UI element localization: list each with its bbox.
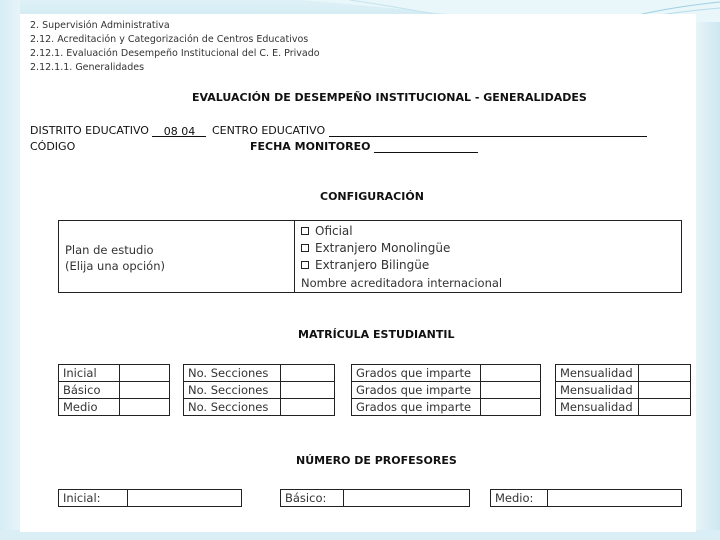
mensualidad-label: Mensualidad [556, 365, 639, 382]
profesores-inicial-input[interactable] [128, 490, 242, 507]
distrito-value: 08 04 [163, 125, 196, 138]
profesores-inicial-label: Inicial: [59, 490, 128, 507]
table-row [59, 490, 242, 507]
distrito-label: DISTRITO EDUCATIVO [30, 124, 149, 137]
table-row [184, 365, 335, 382]
distrito-field[interactable] [152, 125, 206, 137]
matricula-mensualidad-table [555, 364, 691, 416]
centro-field[interactable] [329, 125, 647, 137]
table-row [59, 382, 170, 399]
nivel-basico-input[interactable] [120, 382, 170, 399]
profesores-medio-label: Medio: [491, 490, 548, 507]
secciones-input[interactable] [281, 382, 335, 399]
fecha-label: FECHA MONITOREO [250, 140, 371, 153]
centro-label: CENTRO EDUCATIVO [211, 124, 326, 137]
table-row [352, 365, 541, 382]
matricula-niveles-table [58, 364, 170, 416]
plan-estudio-label: Plan de estudio [65, 243, 154, 257]
secciones-label: No. Secciones [184, 365, 281, 382]
codigo-label: CÓDIGO [30, 140, 76, 153]
table-row [556, 382, 691, 399]
option-monolingue-label: Extranjero Monolingüe [315, 241, 451, 255]
table-row [556, 365, 691, 382]
table-row [556, 399, 691, 416]
mensualidad-input[interactable] [639, 382, 691, 399]
matricula-heading: MATRÍCULA ESTUDIANTIL [298, 328, 455, 341]
table-row [281, 490, 470, 507]
profesores-inicial-table [58, 489, 242, 507]
mensualidad-label: Mensualidad [556, 382, 639, 399]
nivel-inicial-input[interactable] [120, 365, 170, 382]
nivel-inicial-label: Inicial [59, 365, 120, 382]
table-row [184, 399, 335, 416]
header-line-3: 2.12.1. Evaluación Desempeño Institucional del C. E. Privado [30, 48, 320, 59]
checkbox-icon[interactable] [301, 244, 309, 252]
profesores-basico-table [280, 489, 470, 507]
profesores-medio-table [490, 489, 682, 507]
option-extranjero-monolingue[interactable] [301, 241, 450, 255]
option-oficial-label: Oficial [315, 224, 353, 238]
profesores-medio-input[interactable] [548, 490, 682, 507]
header-line-1: 2. Supervisión Administrativa [30, 20, 170, 31]
option-extranjero-bilingue[interactable] [301, 258, 429, 272]
slide-background-right [696, 0, 720, 540]
table-row [59, 365, 170, 382]
document-page [20, 14, 696, 532]
secciones-input[interactable] [281, 365, 335, 382]
acreditadora-label: Nombre acreditadora internacional [301, 276, 503, 290]
table-row [352, 382, 541, 399]
configuracion-divider [294, 221, 295, 292]
option-bilingue-label: Extranjero Bilingüe [315, 258, 430, 272]
grados-label: Grados que imparte [352, 365, 481, 382]
distrito-row [30, 124, 647, 137]
mensualidad-input[interactable] [639, 399, 691, 416]
page-title: EVALUACIÓN DE DESEMPEÑO INSTITUCIONAL - GENERALIDADES [192, 91, 587, 104]
grados-label: Grados que imparte [352, 399, 481, 416]
grados-input[interactable] [481, 399, 541, 416]
mensualidad-input[interactable] [639, 365, 691, 382]
slide-background-left [0, 0, 20, 540]
table-row [352, 399, 541, 416]
option-oficial[interactable] [301, 224, 353, 238]
grados-input[interactable] [481, 382, 541, 399]
profesores-basico-input[interactable] [344, 490, 470, 507]
grados-input[interactable] [481, 365, 541, 382]
profesores-heading: NÚMERO DE PROFESORES [296, 454, 457, 467]
grados-label: Grados que imparte [352, 382, 481, 399]
fecha-row [250, 140, 478, 153]
secciones-label: No. Secciones [184, 382, 281, 399]
configuracion-heading: CONFIGURACIÓN [320, 190, 424, 203]
matricula-grados-table [351, 364, 541, 416]
secciones-label: No. Secciones [184, 399, 281, 416]
table-row [491, 490, 682, 507]
configuracion-box [58, 220, 682, 293]
table-row [59, 399, 170, 416]
matricula-secciones-table [183, 364, 335, 416]
checkbox-icon[interactable] [301, 261, 309, 269]
plan-estudio-hint: (Elija una opción) [65, 259, 165, 273]
nivel-basico-label: Básico [59, 382, 120, 399]
secciones-input[interactable] [281, 399, 335, 416]
header-line-2: 2.12. Acreditación y Categorización de Centros Educativos [30, 34, 309, 45]
table-row [184, 382, 335, 399]
nivel-medio-input[interactable] [120, 399, 170, 416]
checkbox-icon[interactable] [301, 227, 309, 235]
profesores-basico-label: Básico: [281, 490, 344, 507]
nivel-medio-label: Medio [59, 399, 120, 416]
header-line-4: 2.12.1.1. Generalidades [30, 62, 145, 73]
mensualidad-label: Mensualidad [556, 399, 639, 416]
fecha-field[interactable] [374, 141, 478, 153]
